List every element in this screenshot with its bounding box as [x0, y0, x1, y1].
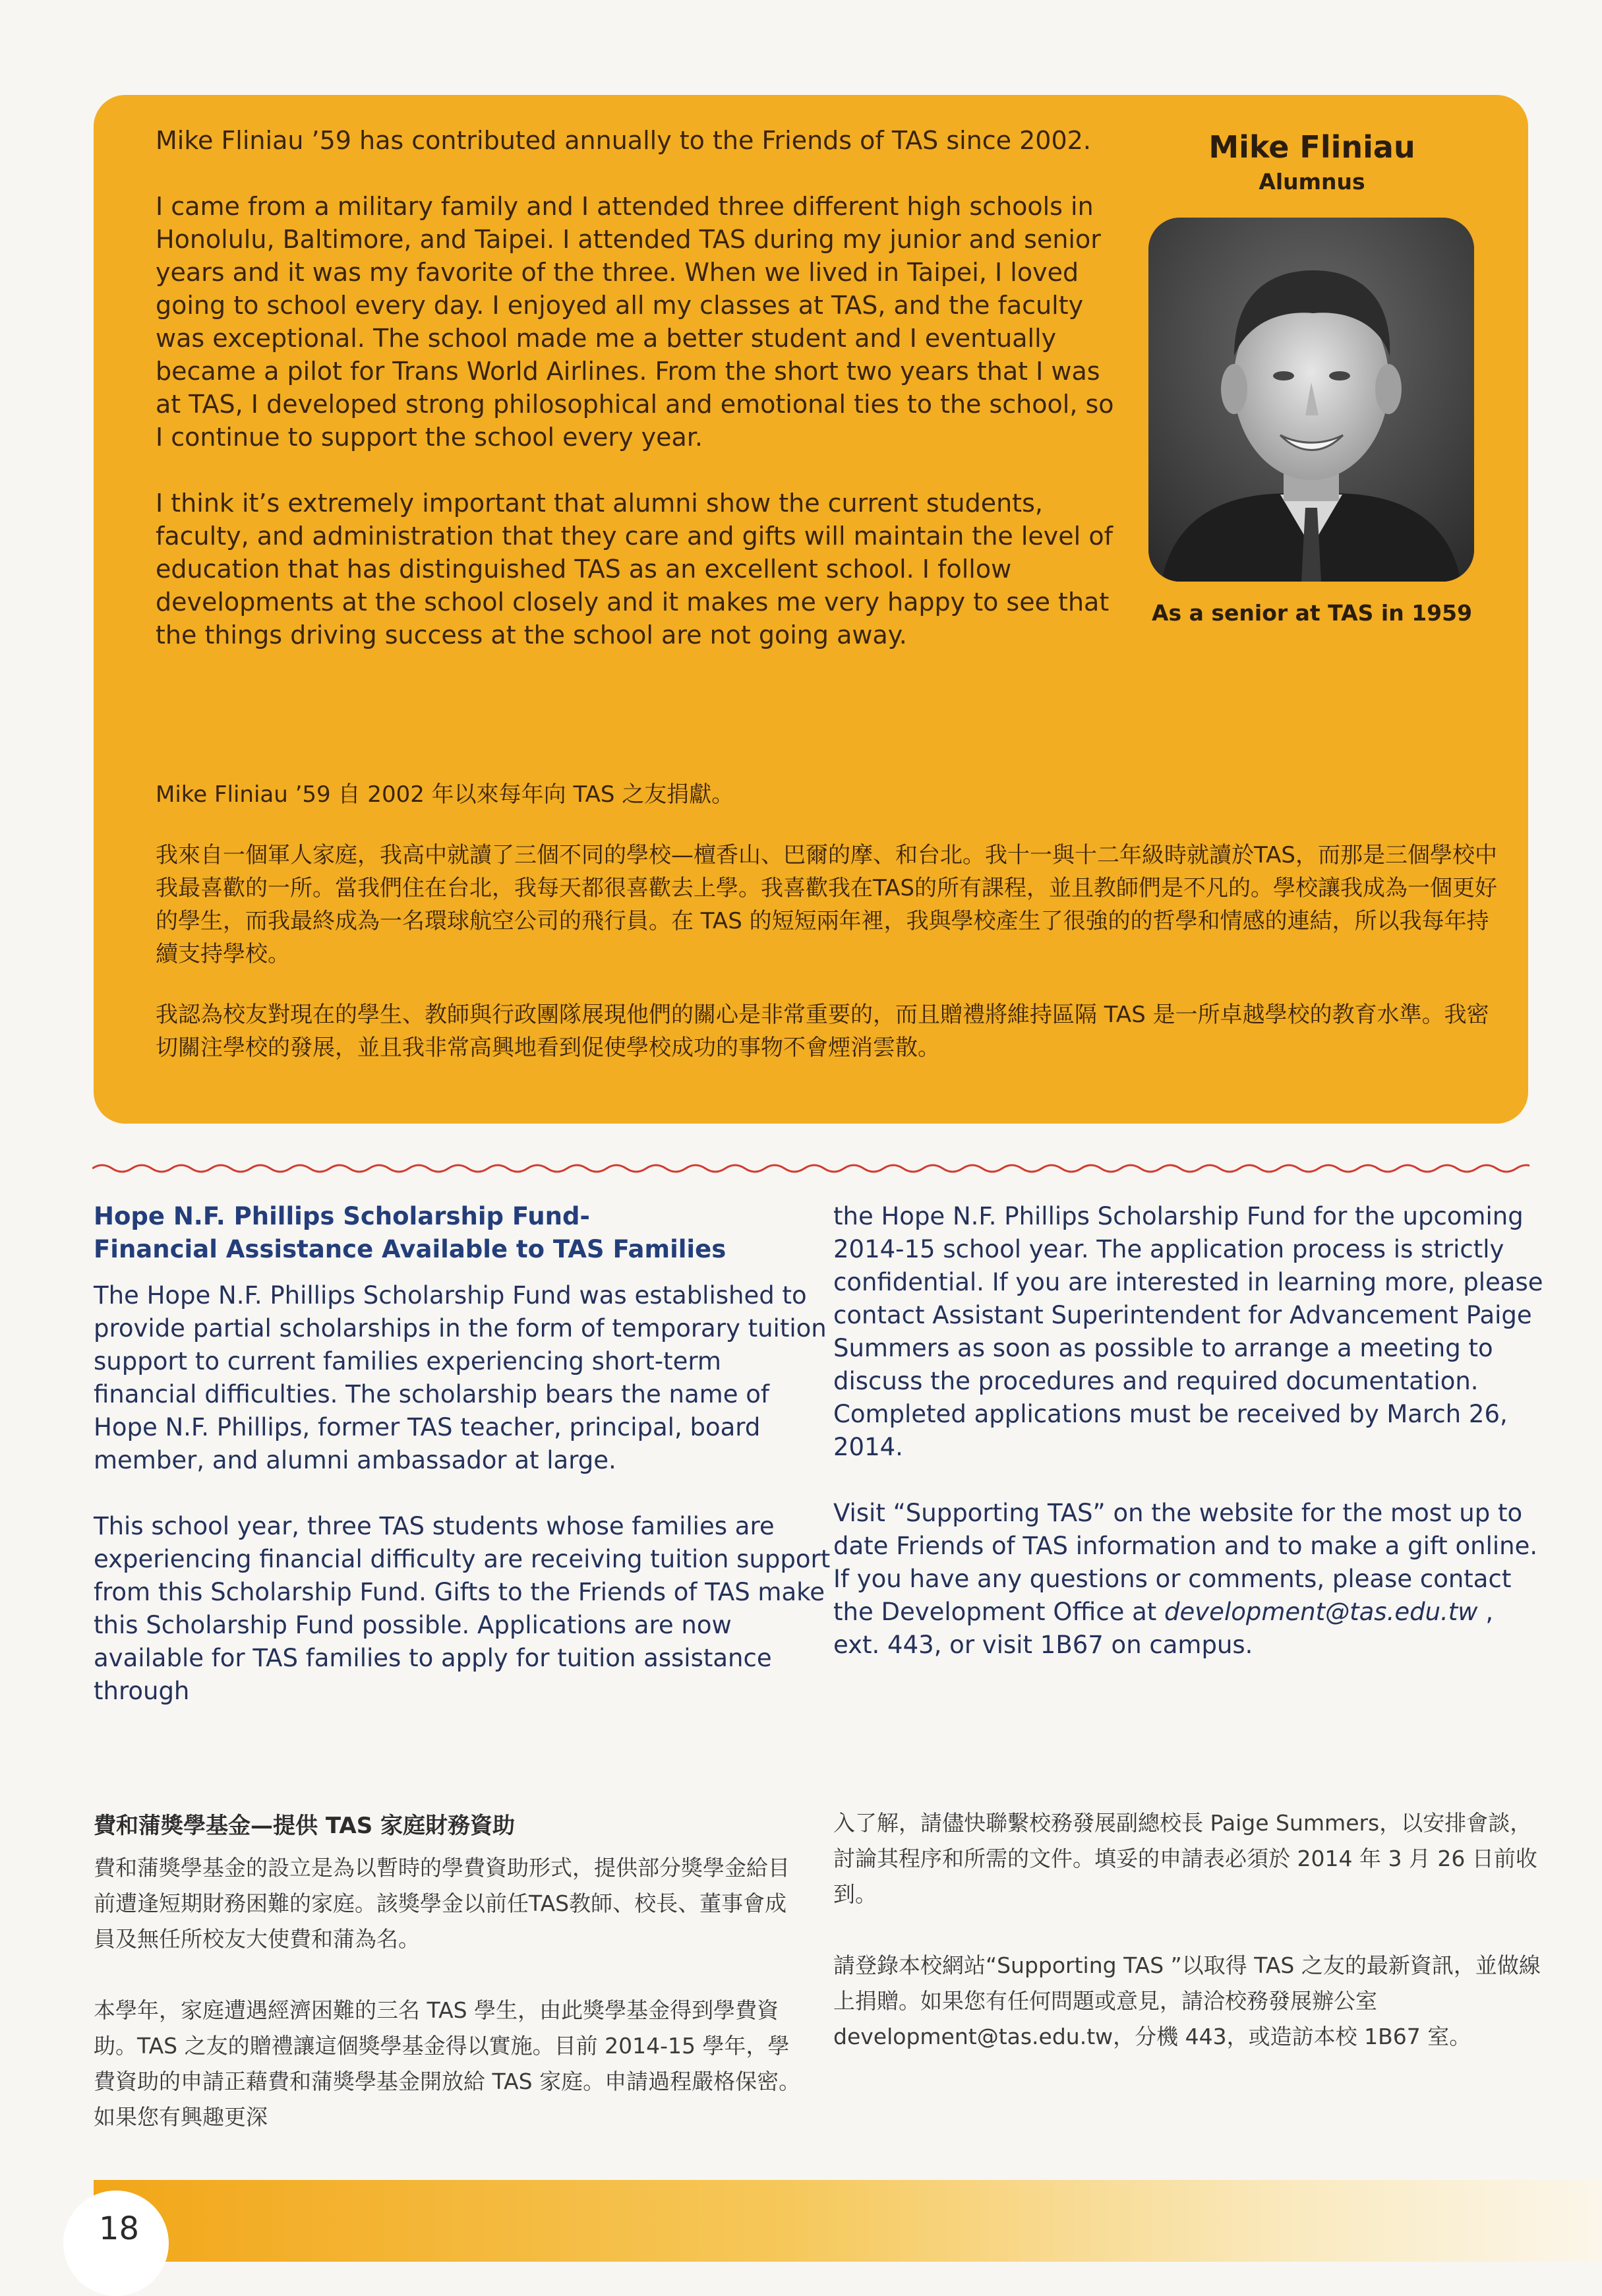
testimonial-paragraph-zh: 我來自一個軍人家庭，我高中就讀了三個不同的學校—檀香山、巴爾的摩、和台北。我十一與十二年級時就讀於TAS，而那是三個學校中我最喜歡的一所。當我們住在台北，我每天都很喜歡去上學。我喜歡我在TAS的所有課程，並且教師們是不凡的。學校讓我成為一個更好的學生，而我最終成為一名環球航空公司的飛行員。在 TAS 的短短兩年裡，我與學校產生了很強的的哲學和情感的連結，所以我每年持續支持學校。 [156, 842, 1497, 967]
scholarship-title-line: Financial Assistance Available to TAS Families [94, 1235, 727, 1263]
development-email-link[interactable]: development@tas.edu.tw [1164, 1598, 1478, 1626]
profile-name: Mike Fliniau [1208, 129, 1415, 165]
scholarship-left-column [94, 1279, 832, 1741]
scholarship-right-column [833, 1200, 1545, 1695]
scholarship-left-column-zh [94, 1850, 806, 2171]
contact-text: Visit “Supporting TAS” on the website for the most up to date Friends of TAS information and to make a gift online. If you have any questions or comments, please contact the Development Office at [833, 1499, 1538, 1626]
testimonial-paragraph: I think it’s extremely important that alumni show the current students, faculty, and administration that they care and gifts will maintain the level of education that has distinguished TAS as an excellent school. I follow developments at the school closely and it makes me very happy to see that the things driving success at the school are not going away. [156, 489, 1113, 650]
contact-text: , ext. 443, or visit 1B67 on campus. [833, 1598, 1494, 1659]
scholarship-paragraph: This school year, three TAS students whose families are experiencing financial difficulty are receiving tuition support from this Scholarship Fund. Gifts to the Friends of TAS make this Scholarship Fund possible. Applications are now available for TAS families to apply for tuition assistance through [94, 1512, 831, 1705]
scholarship-right-column-zh [833, 1805, 1545, 2090]
page-number: 18 [99, 2210, 140, 2247]
photo-caption: As a senior at TAS in 1959 [1151, 600, 1473, 626]
testimonial-paragraph-zh: 我認為校友對現在的學生、教師與行政團隊展現他們的關心是非常重要的，而且贈禮將維持區隔 TAS 是一所卓越學校的教育水準。我密切關注學校的發展，並且我非常高興地看到促使學校成功的事物不會煙消雲散。 [156, 1002, 1489, 1061]
wavy-divider [92, 1155, 1529, 1182]
scholarship-paragraph-zh: 請登錄本校網站“Supporting TAS ”以取得 TAS 之友的最新資訊，並做線上捐贈。如果您有任何問題或意見，請洽校務發展辦公室 development@tas.edu.tw，分機 443，或造訪本校 1B67 室。 [833, 1952, 1541, 2049]
footer-bar [94, 2180, 1602, 2262]
testimonial-chinese [156, 778, 1507, 1092]
testimonial-paragraph-zh: Mike Fliniau ’59 自 2002 年以來每年向 TAS 之友捐獻。 [156, 781, 734, 808]
testimonial-paragraph: I came from a military family and I attended three different high schools in Honolulu, Baltimore, and Taipei. I attended TAS during my junior and senior years and it was my favorite of the three. When we lived in Taipei, I loved going to school every day. I enjoyed all my classes at TAS, and the faculty was exceptional. The school made me a better student and I eventually became a pilot for Trans World Airlines. From the short two years that I was at TAS, I developed strong philosophical and emotional ties to the school, so I continue to support the school every year. [156, 192, 1114, 452]
scholarship-title-line: Hope N.F. Phillips Scholarship Fund- [94, 1202, 590, 1230]
scholarship-paragraph-zh: 本學年，家庭遭遇經濟困難的三名 TAS 學生，由此獎學基金得到學費資助。TAS 之友的贈禮讓這個獎學基金得以實施。目前 2014-15 學年，學費資助的申請正藉費和蒲獎學基金開放給 TAS 家庭。申請過程嚴格保密。如果您有興趣更深 [94, 1997, 801, 2130]
scholarship-paragraph: the Hope N.F. Phillips Scholarship Fund for the upcoming 2014-15 school year. The application process is strictly confidential. If you are interested in learning more, please contact Assistant Superintendent for Advancement Paige Summers as soon as possible to arrange a meeting to discuss the procedures and required documentation. Completed applications must be received by March 26, 2014. [833, 1202, 1543, 1461]
profile-role: Alumnus [1259, 169, 1365, 195]
scholarship-paragraph-zh: 入了解，請儘快聯繫校務發展副總校長 Paige Summers，以安排會談，討論其程序和所需的文件。填妥的申請表必須於 2014 年 3 月 26 日前收到。 [833, 1810, 1537, 1907]
contact-paragraph [833, 1497, 1545, 1662]
alumnus-photo [1148, 218, 1474, 582]
scholarship-paragraph-zh: 費和蒲獎學基金的設立是為以暫時的學費資助形式，提供部分獎學金給目前遭逢短期財務困難的家庭。該獎學金以前任TAS教師、校長、董事會成員及無任所校友大使費和蒲為名。 [94, 1855, 790, 1952]
scholarship-paragraph: The Hope N.F. Phillips Scholarship Fund was established to provide partial scholarships in the form of temporary tuition support to current families experiencing short-term financial difficulties. The scholarship bears the name of Hope N.F. Phillips, former TAS teacher, principal, board member, and alumni ambassador at large. [94, 1281, 827, 1474]
scholarship-title [94, 1200, 819, 1266]
testimonial-paragraph: Mike Fliniau ’59 has contributed annually to the Friends of TAS since 2002. [156, 126, 1091, 155]
testimonial-english [156, 124, 1118, 684]
portrait-image [1148, 218, 1474, 582]
scholarship-title-zh: 費和蒲獎學基金—提供 TAS 家庭財務資助 [94, 1813, 516, 1839]
